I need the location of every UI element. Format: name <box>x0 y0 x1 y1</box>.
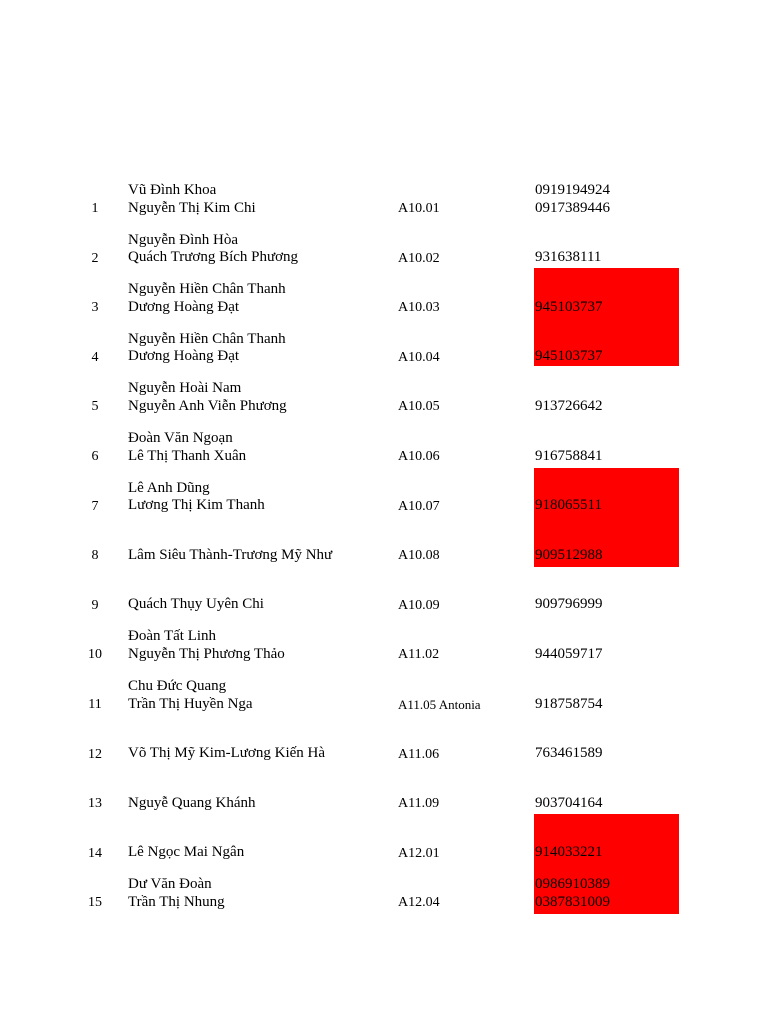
table-row <box>0 672 768 721</box>
resident-names <box>128 547 332 565</box>
row-number: 1 <box>91 201 99 216</box>
phone-numbers <box>535 182 610 217</box>
phone-number: 918758754 <box>535 695 603 712</box>
resident-name: Dương Hoàng Đạt <box>128 298 240 315</box>
resident-name: Nguyễn Anh Viễn Phương <box>128 397 287 414</box>
table-row <box>0 523 768 572</box>
table-row <box>0 474 768 523</box>
resident-name: Nguyễn Hiền Chân Thanh <box>128 330 286 347</box>
apartment-code: A10.03 <box>398 300 440 316</box>
phone-numbers <box>535 448 603 466</box>
row-number: 11 <box>88 697 102 712</box>
resident-names <box>128 232 298 267</box>
phone-number: 945103737 <box>535 348 603 365</box>
resident-name: Dư Văn Đoàn <box>128 876 212 893</box>
resident-name: Đoàn Văn Ngoạn <box>128 430 233 446</box>
table-row <box>0 622 768 671</box>
table-row <box>0 374 768 423</box>
resident-names <box>128 380 287 415</box>
resident-name: Dương Hoàng Đạt <box>128 348 240 365</box>
apartment-code: A10.08 <box>398 548 440 564</box>
resident-names <box>128 678 253 713</box>
phone-numbers <box>535 696 603 714</box>
table-row <box>0 573 768 622</box>
phone-number: 931638111 <box>535 249 602 266</box>
phone-numbers <box>535 547 603 565</box>
apartment-code: A10.02 <box>398 250 440 266</box>
resident-name: Vũ Đình Khoa <box>128 182 217 198</box>
resident-name: Nguyễn Thị Phương Thảo <box>128 645 285 662</box>
resident-names <box>128 480 265 515</box>
phone-number: 914033221 <box>535 844 603 861</box>
resident-names <box>128 182 256 217</box>
apartment-code: A11.09 <box>398 796 440 812</box>
row-number: 15 <box>88 895 102 911</box>
resident-name: Lê Thị Thanh Xuân <box>128 447 247 464</box>
resident-name: Quách Thụy Uyên Chi <box>128 596 264 613</box>
apartment-code: A10.07 <box>398 498 440 514</box>
phone-number: 918065511 <box>535 497 602 514</box>
row-number: 4 <box>91 349 99 365</box>
resident-names <box>128 628 285 663</box>
phone-number: 763461589 <box>535 745 603 762</box>
resident-names <box>128 596 264 614</box>
resident-name: Nguyễn Hiền Chân Thanh <box>128 281 286 298</box>
table-row <box>0 424 768 473</box>
phone-numbers <box>535 398 603 416</box>
phone-number: 0986910389 <box>535 876 610 893</box>
phone-number: 944059717 <box>535 645 603 662</box>
apartment-code: A10.01 <box>398 201 440 216</box>
apartment-code: A11.05 Antonia <box>398 697 481 712</box>
table-row <box>0 176 768 225</box>
phone-numbers <box>535 795 603 813</box>
row-number: 12 <box>88 746 102 762</box>
resident-name: Nguyễn Thị Kim Chi <box>128 199 256 216</box>
resident-name: Trần Thị Huyền Nga <box>128 695 253 712</box>
resident-names <box>128 844 244 862</box>
row-number: 2 <box>91 250 99 266</box>
apartment-code: A12.01 <box>398 845 440 861</box>
apartment-code: A11.06 <box>398 746 440 762</box>
row-number: 7 <box>91 498 99 514</box>
resident-name: Lê Ngọc Mai Ngân <box>128 844 245 861</box>
row-number: 5 <box>91 399 99 415</box>
resident-names <box>128 745 325 763</box>
table-row <box>0 325 768 374</box>
resident-name: Đoàn Tất Linh <box>128 628 217 645</box>
phone-numbers <box>535 249 601 267</box>
apartment-code: A10.06 <box>398 449 440 464</box>
phone-numbers <box>535 876 610 911</box>
apartment-code: A10.05 <box>398 399 440 415</box>
phone-numbers <box>535 497 602 515</box>
resident-name: Lương Thị Kim Thanh <box>128 497 265 514</box>
phone-numbers <box>535 844 603 862</box>
row-number: 6 <box>91 449 99 464</box>
resident-name: Quách Trương Bích Phương <box>128 249 299 266</box>
resident-name: Nguyễn Đình Hòa <box>128 231 238 248</box>
resident-names <box>128 876 225 911</box>
phone-number: 0917389446 <box>535 199 610 216</box>
resident-name: Trần Thị Nhung <box>128 893 225 910</box>
phone-number: 913726642 <box>535 397 603 414</box>
phone-number: 916758841 <box>535 447 603 464</box>
resident-names <box>128 331 286 366</box>
resident-names <box>128 281 286 316</box>
phone-numbers <box>535 745 603 763</box>
phone-number: 0387831009 <box>535 893 610 910</box>
phone-number: 0919194924 <box>535 182 610 198</box>
row-number: 8 <box>91 548 99 564</box>
phone-number: 909512988 <box>535 546 603 563</box>
apartment-code: A12.04 <box>398 895 440 911</box>
phone-number: 903704164 <box>535 794 603 811</box>
resident-name: Võ Thị Mỹ Kim-Lương Kiến Hà <box>128 745 326 762</box>
apartment-code: A10.09 <box>398 597 440 613</box>
row-number: 13 <box>88 796 102 812</box>
table-row <box>0 870 768 919</box>
apartment-code: A11.02 <box>398 647 440 663</box>
phone-numbers <box>535 299 603 317</box>
row-number: 9 <box>91 597 99 613</box>
table-row <box>0 771 768 820</box>
resident-names <box>128 795 255 813</box>
phone-number: 909796999 <box>535 596 603 613</box>
phone-numbers <box>535 646 603 664</box>
table-row <box>0 275 768 324</box>
resident-name: Lâm Siêu Thành-Trương Mỹ Như <box>128 546 333 563</box>
row-number: 10 <box>88 647 102 663</box>
resident-name: Chu Đức Quang <box>128 678 227 694</box>
phone-numbers <box>535 596 603 614</box>
resident-name: Nguyễn Hoài Nam <box>128 380 242 397</box>
phone-number: 945103737 <box>535 298 603 315</box>
table-row <box>0 722 768 771</box>
row-number: 3 <box>91 300 99 316</box>
phone-numbers <box>535 348 603 366</box>
resident-names <box>128 430 246 465</box>
resident-name: Nguyễ Quang Khánh <box>128 794 256 811</box>
apartment-code: A10.04 <box>398 349 440 365</box>
table-row <box>0 226 768 275</box>
table-row <box>0 821 768 870</box>
resident-name: Lê Anh Dũng <box>128 479 210 496</box>
row-number: 14 <box>88 845 102 861</box>
